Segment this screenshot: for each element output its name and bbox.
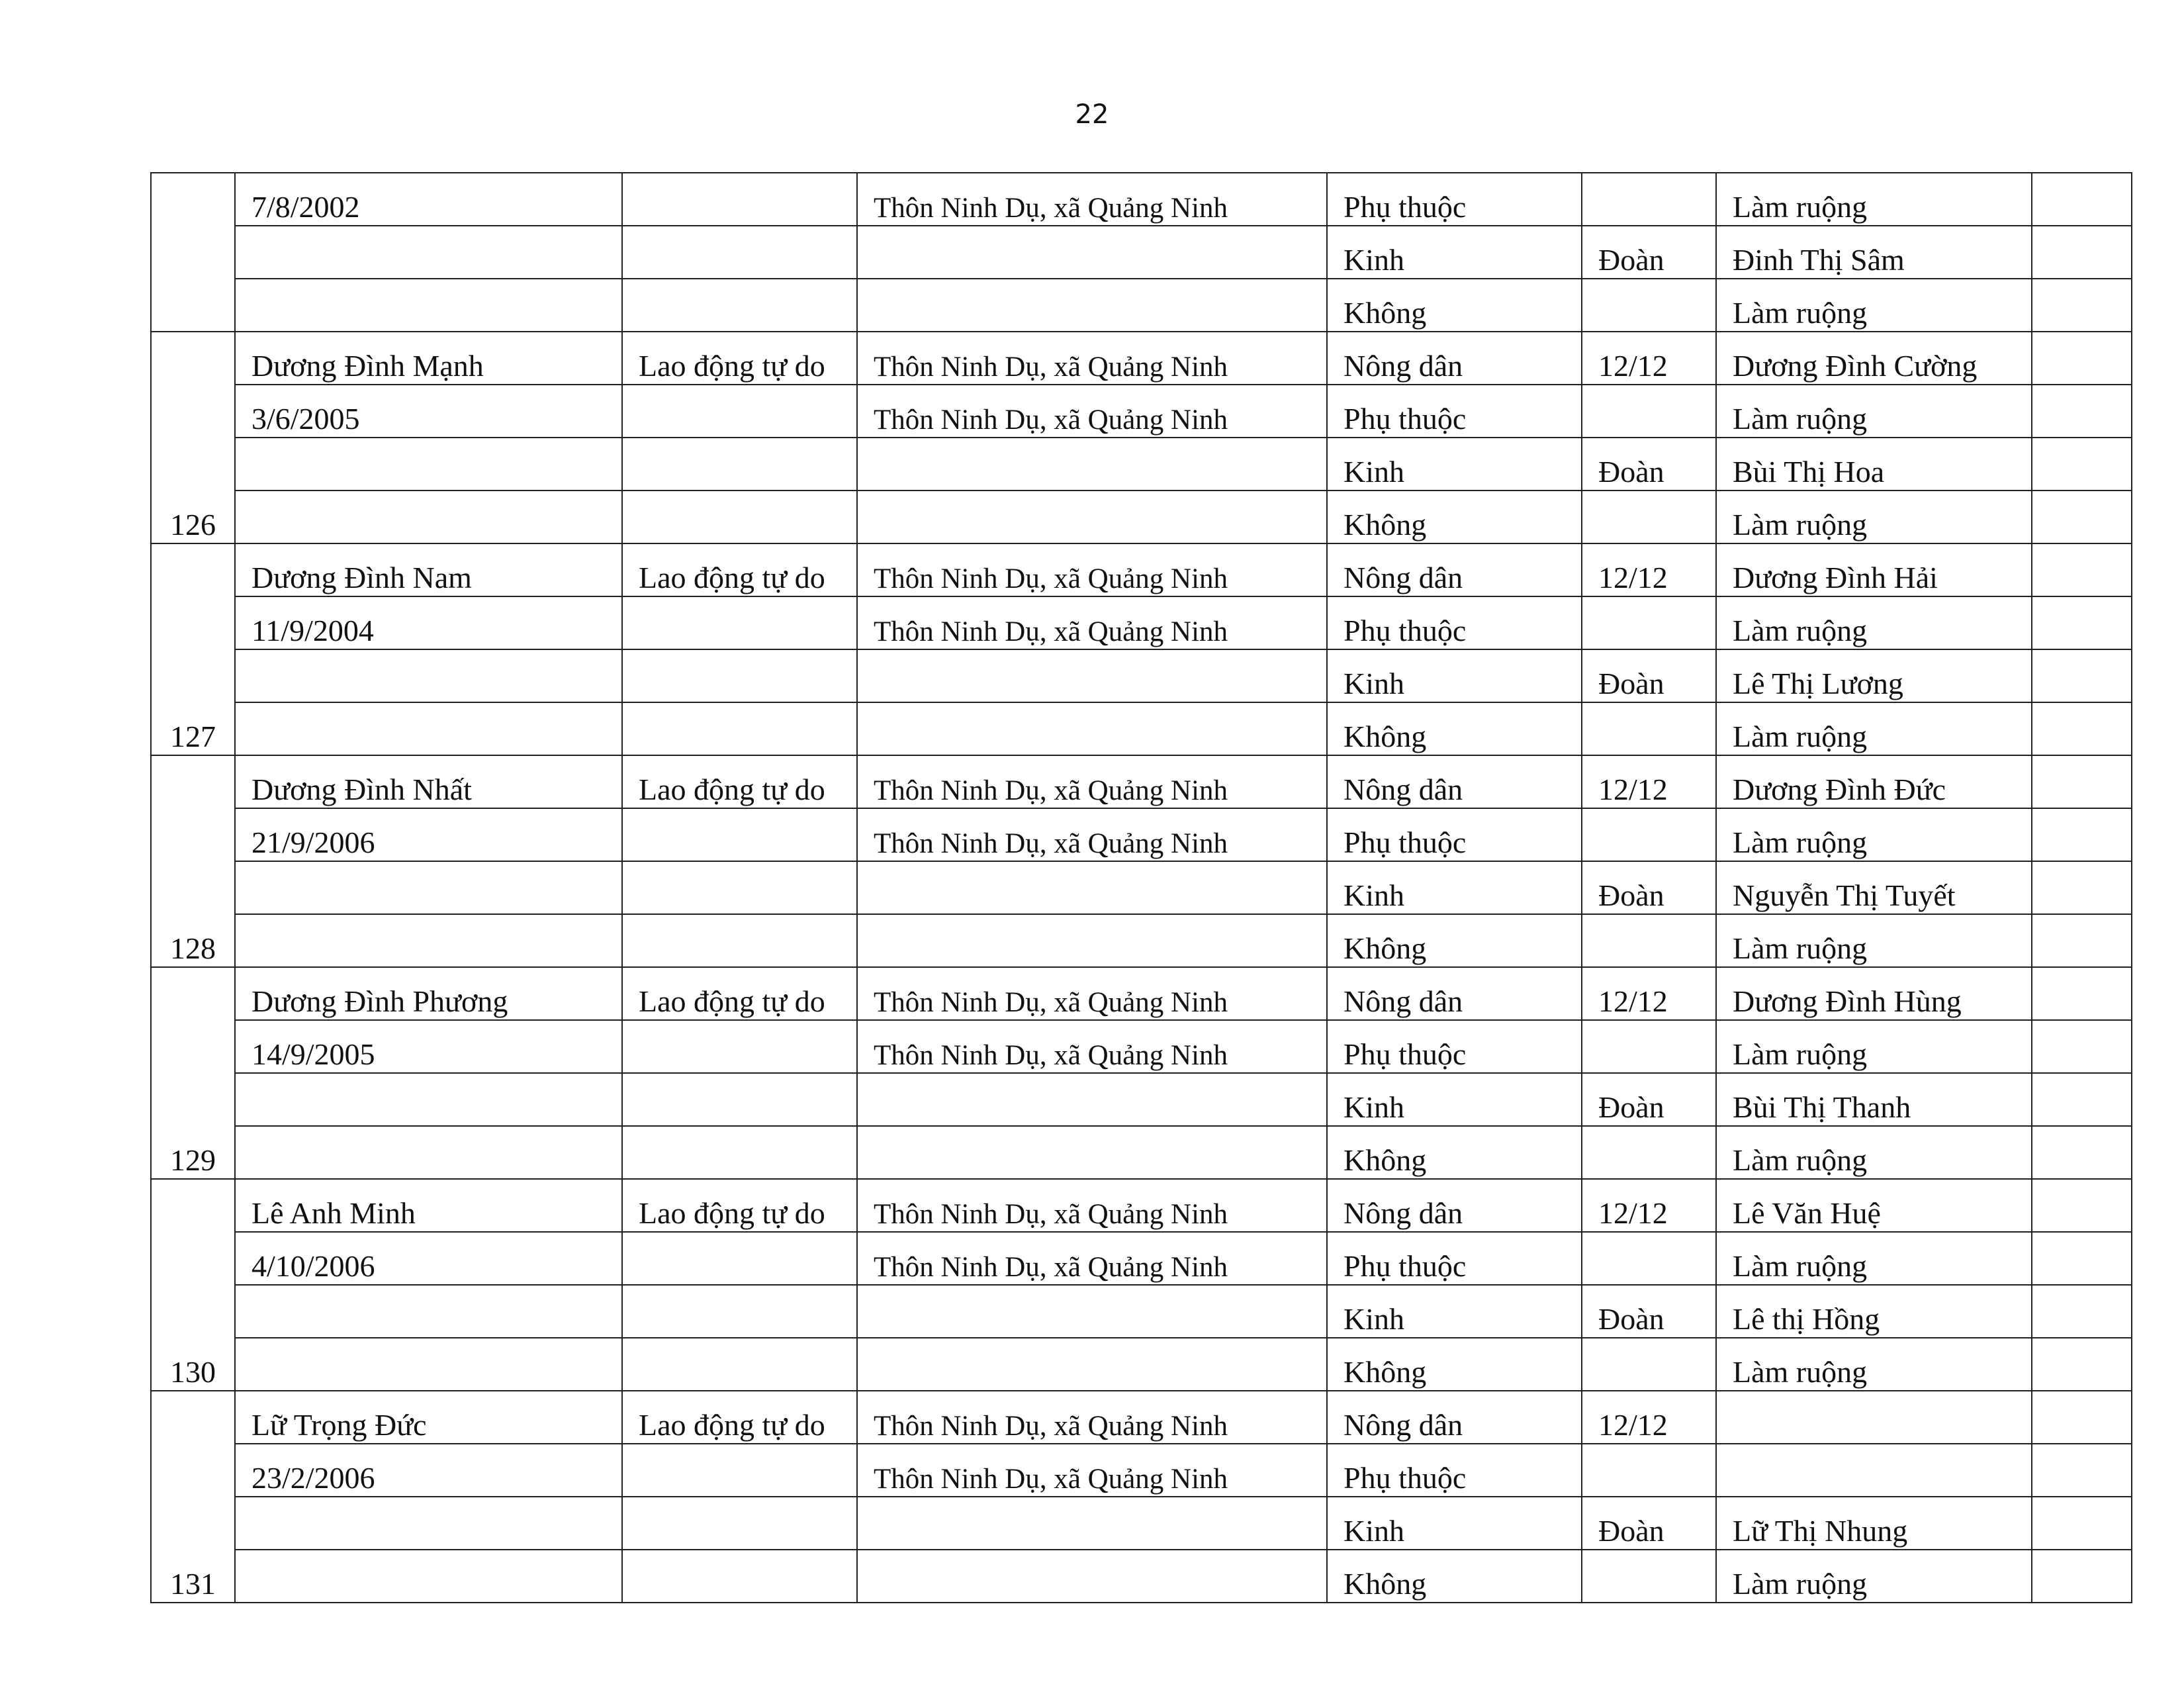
occupation-cell [622, 1073, 857, 1126]
occupation-cell [622, 438, 857, 491]
table-row [151, 914, 2132, 967]
note-cell [2032, 914, 2132, 967]
occupation-cell [622, 1550, 857, 1603]
parent-cell: Làm ruộng [1716, 385, 2032, 438]
table-row [151, 1338, 2132, 1391]
education-cell: Đoàn [1582, 861, 1716, 914]
address-cell [857, 1497, 1327, 1550]
parent-cell: Làm ruộng [1716, 1338, 2032, 1391]
table-row [151, 1232, 2132, 1285]
table-row [151, 1550, 2132, 1603]
occupation-cell: Lao động tự do [622, 967, 857, 1020]
family-status-cell: Phụ thuộc [1327, 808, 1582, 861]
education-cell [1582, 173, 1716, 226]
name-dob-cell [235, 1550, 622, 1603]
note-cell [2032, 967, 2132, 1020]
name-dob-cell [235, 702, 622, 755]
table-row [151, 279, 2132, 332]
family-status-cell: Kinh [1327, 1285, 1582, 1338]
name-dob-cell: 4/10/2006 [235, 1232, 622, 1285]
education-cell: Đoàn [1582, 649, 1716, 702]
parent-cell: Làm ruộng [1716, 702, 2032, 755]
address-cell: Thôn Ninh Dụ, xã Quảng Ninh [857, 1179, 1327, 1232]
family-status-cell: Nông dân [1327, 755, 1582, 808]
family-status-cell: Không [1327, 1550, 1582, 1603]
family-status-cell: Phụ thuộc [1327, 1444, 1582, 1497]
table-row [151, 438, 2132, 491]
education-cell: Đoàn [1582, 1073, 1716, 1126]
address-cell [857, 1073, 1327, 1126]
stt-cell: 129 [151, 967, 235, 1179]
address-cell: Thôn Ninh Dụ, xã Quảng Ninh [857, 755, 1327, 808]
occupation-cell: Lao động tự do [622, 1391, 857, 1444]
stt-cell: 126 [151, 332, 235, 543]
table-row [151, 967, 2132, 1020]
stt-cell [151, 173, 235, 332]
table-row [151, 1179, 2132, 1232]
note-cell [2032, 1179, 2132, 1232]
name-dob-cell: Dương Đình Mạnh [235, 332, 622, 385]
address-cell: Thôn Ninh Dụ, xã Quảng Ninh [857, 543, 1327, 596]
address-cell [857, 1126, 1327, 1179]
parent-cell: Bùi Thị Hoa [1716, 438, 2032, 491]
family-status-cell: Phụ thuộc [1327, 385, 1582, 438]
parent-cell: Làm ruộng [1716, 491, 2032, 543]
note-cell [2032, 861, 2132, 914]
parent-cell: Dương Đình Cường [1716, 332, 2032, 385]
name-dob-cell: 7/8/2002 [235, 173, 622, 226]
occupation-cell: Lao động tự do [622, 1179, 857, 1232]
education-cell: 12/12 [1582, 967, 1716, 1020]
education-cell: 12/12 [1582, 332, 1716, 385]
table-row [151, 543, 2132, 596]
table-row [151, 1285, 2132, 1338]
family-status-cell: Không [1327, 1338, 1582, 1391]
occupation-cell [622, 808, 857, 861]
education-cell: Đoàn [1582, 438, 1716, 491]
table-row [151, 702, 2132, 755]
parent-cell: Bùi Thị Thanh [1716, 1073, 2032, 1126]
occupation-cell [622, 1444, 857, 1497]
occupation-cell [622, 596, 857, 649]
stt-cell: 127 [151, 543, 235, 755]
parent-cell: Lê thị Hồng [1716, 1285, 2032, 1338]
occupation-cell: Lao động tự do [622, 332, 857, 385]
note-cell [2032, 1020, 2132, 1073]
address-cell: Thôn Ninh Dụ, xã Quảng Ninh [857, 173, 1327, 226]
address-cell [857, 649, 1327, 702]
address-cell: Thôn Ninh Dụ, xã Quảng Ninh [857, 1232, 1327, 1285]
name-dob-cell [235, 1126, 622, 1179]
name-dob-cell [235, 1285, 622, 1338]
stt-cell: 131 [151, 1391, 235, 1603]
note-cell [2032, 1073, 2132, 1126]
parent-cell: Làm ruộng [1716, 1232, 2032, 1285]
occupation-cell [622, 226, 857, 279]
note-cell [2032, 1391, 2132, 1444]
note-cell [2032, 1497, 2132, 1550]
note-cell [2032, 1285, 2132, 1338]
address-cell [857, 1285, 1327, 1338]
note-cell [2032, 173, 2132, 226]
note-cell [2032, 1444, 2132, 1497]
education-cell [1582, 491, 1716, 543]
table-row [151, 1497, 2132, 1550]
note-cell [2032, 649, 2132, 702]
name-dob-cell: Lữ Trọng Đức [235, 1391, 622, 1444]
note-cell [2032, 491, 2132, 543]
family-status-cell: Nông dân [1327, 543, 1582, 596]
family-status-cell: Kinh [1327, 226, 1582, 279]
name-dob-cell [235, 914, 622, 967]
family-status-cell: Nông dân [1327, 1391, 1582, 1444]
address-cell: Thôn Ninh Dụ, xã Quảng Ninh [857, 1391, 1327, 1444]
note-cell [2032, 755, 2132, 808]
note-cell [2032, 1338, 2132, 1391]
name-dob-cell [235, 438, 622, 491]
stt-cell: 130 [151, 1179, 235, 1391]
education-cell: 12/12 [1582, 1179, 1716, 1232]
name-dob-cell [235, 861, 622, 914]
occupation-cell: Lao động tự do [622, 543, 857, 596]
education-cell: 12/12 [1582, 1391, 1716, 1444]
family-status-cell: Kinh [1327, 649, 1582, 702]
address-cell [857, 279, 1327, 332]
address-cell: Thôn Ninh Dụ, xã Quảng Ninh [857, 1020, 1327, 1073]
address-cell [857, 1550, 1327, 1603]
family-status-cell: Không [1327, 1126, 1582, 1179]
occupation-cell [622, 279, 857, 332]
table-row [151, 385, 2132, 438]
occupation-cell [622, 385, 857, 438]
table-row [151, 1073, 2132, 1126]
education-cell [1582, 702, 1716, 755]
education-cell [1582, 385, 1716, 438]
name-dob-cell: Lê Anh Minh [235, 1179, 622, 1232]
name-dob-cell: Dương Đình Nam [235, 543, 622, 596]
address-cell: Thôn Ninh Dụ, xã Quảng Ninh [857, 1444, 1327, 1497]
education-cell [1582, 1338, 1716, 1391]
table-row [151, 1391, 2132, 1444]
occupation-cell [622, 702, 857, 755]
table-row [151, 808, 2132, 861]
parent-cell: Làm ruộng [1716, 808, 2032, 861]
table-row [151, 491, 2132, 543]
parent-cell: Dương Đình Hải [1716, 543, 2032, 596]
family-status-cell: Không [1327, 279, 1582, 332]
family-status-cell: Không [1327, 702, 1582, 755]
parent-cell: Làm ruộng [1716, 173, 2032, 226]
parent-cell: Làm ruộng [1716, 279, 2032, 332]
occupation-cell [622, 1232, 857, 1285]
family-status-cell: Nông dân [1327, 1179, 1582, 1232]
education-cell: 12/12 [1582, 755, 1716, 808]
name-dob-cell [235, 649, 622, 702]
parent-cell: Đinh Thị Sâm [1716, 226, 2032, 279]
occupation-cell [622, 861, 857, 914]
family-status-cell: Phụ thuộc [1327, 596, 1582, 649]
parent-cell: Làm ruộng [1716, 596, 2032, 649]
table-row [151, 1020, 2132, 1073]
name-dob-cell: Dương Đình Phương [235, 967, 622, 1020]
education-cell [1582, 1020, 1716, 1073]
table-row [151, 596, 2132, 649]
name-dob-cell: 11/9/2004 [235, 596, 622, 649]
address-cell [857, 438, 1327, 491]
occupation-cell [622, 1497, 857, 1550]
note-cell [2032, 1550, 2132, 1603]
note-cell [2032, 332, 2132, 385]
parent-cell: Làm ruộng [1716, 1550, 2032, 1603]
address-cell [857, 226, 1327, 279]
note-cell [2032, 385, 2132, 438]
parent-cell: Lê Thị Lương [1716, 649, 2032, 702]
parent-cell: Dương Đình Đức [1716, 755, 2032, 808]
name-dob-cell [235, 1338, 622, 1391]
occupation-cell [622, 914, 857, 967]
education-cell: 12/12 [1582, 543, 1716, 596]
family-status-cell: Phụ thuộc [1327, 1020, 1582, 1073]
parent-cell [1716, 1444, 2032, 1497]
education-cell: Đoàn [1582, 1497, 1716, 1550]
occupation-cell [622, 1338, 857, 1391]
family-status-cell: Không [1327, 491, 1582, 543]
address-cell [857, 861, 1327, 914]
student-register-table [150, 172, 2132, 1603]
address-cell [857, 914, 1327, 967]
family-status-cell: Nông dân [1327, 967, 1582, 1020]
note-cell [2032, 1126, 2132, 1179]
education-cell [1582, 279, 1716, 332]
note-cell [2032, 702, 2132, 755]
name-dob-cell: Dương Đình Nhất [235, 755, 622, 808]
name-dob-cell: 21/9/2006 [235, 808, 622, 861]
family-status-cell: Kinh [1327, 1073, 1582, 1126]
address-cell: Thôn Ninh Dụ, xã Quảng Ninh [857, 967, 1327, 1020]
name-dob-cell: 3/6/2005 [235, 385, 622, 438]
address-cell: Thôn Ninh Dụ, xã Quảng Ninh [857, 385, 1327, 438]
name-dob-cell [235, 226, 622, 279]
name-dob-cell [235, 1497, 622, 1550]
stt-cell: 128 [151, 755, 235, 967]
name-dob-cell [235, 491, 622, 543]
occupation-cell [622, 649, 857, 702]
occupation-cell [622, 1285, 857, 1338]
education-cell: Đoàn [1582, 1285, 1716, 1338]
table-row [151, 332, 2132, 385]
education-cell [1582, 1232, 1716, 1285]
education-cell [1582, 1444, 1716, 1497]
address-cell: Thôn Ninh Dụ, xã Quảng Ninh [857, 596, 1327, 649]
parent-cell: Làm ruộng [1716, 1020, 2032, 1073]
note-cell [2032, 438, 2132, 491]
occupation-cell [622, 173, 857, 226]
note-cell [2032, 1232, 2132, 1285]
occupation-cell [622, 491, 857, 543]
name-dob-cell [235, 279, 622, 332]
note-cell [2032, 596, 2132, 649]
family-status-cell: Kinh [1327, 861, 1582, 914]
family-status-cell: Phụ thuộc [1327, 173, 1582, 226]
name-dob-cell: 14/9/2005 [235, 1020, 622, 1073]
note-cell [2032, 279, 2132, 332]
parent-cell: Nguyễn Thị Tuyết [1716, 861, 2032, 914]
address-cell [857, 1338, 1327, 1391]
parent-cell: Làm ruộng [1716, 1126, 2032, 1179]
register-body [151, 173, 2132, 1603]
education-cell [1582, 914, 1716, 967]
parent-cell: Làm ruộng [1716, 914, 2032, 967]
education-cell [1582, 808, 1716, 861]
address-cell: Thôn Ninh Dụ, xã Quảng Ninh [857, 808, 1327, 861]
occupation-cell: Lao động tự do [622, 755, 857, 808]
table-row [151, 226, 2132, 279]
education-cell [1582, 1126, 1716, 1179]
note-cell [2032, 226, 2132, 279]
family-status-cell: Kinh [1327, 438, 1582, 491]
name-dob-cell [235, 1073, 622, 1126]
table-row [151, 861, 2132, 914]
family-status-cell: Nông dân [1327, 332, 1582, 385]
parent-cell [1716, 1391, 2032, 1444]
family-status-cell: Kinh [1327, 1497, 1582, 1550]
family-status-cell: Không [1327, 914, 1582, 967]
family-status-cell: Phụ thuộc [1327, 1232, 1582, 1285]
table-row [151, 173, 2132, 226]
education-cell [1582, 1550, 1716, 1603]
address-cell [857, 702, 1327, 755]
education-cell: Đoàn [1582, 226, 1716, 279]
address-cell: Thôn Ninh Dụ, xã Quảng Ninh [857, 332, 1327, 385]
parent-cell: Dương Đình Hùng [1716, 967, 2032, 1020]
note-cell [2032, 808, 2132, 861]
table-row [151, 755, 2132, 808]
table-row [151, 1126, 2132, 1179]
page-number: 22 [1075, 99, 1109, 130]
occupation-cell [622, 1126, 857, 1179]
name-dob-cell: 23/2/2006 [235, 1444, 622, 1497]
address-cell [857, 491, 1327, 543]
table-row [151, 649, 2132, 702]
occupation-cell [622, 1020, 857, 1073]
education-cell [1582, 596, 1716, 649]
parent-cell: Lữ Thị Nhung [1716, 1497, 2032, 1550]
parent-cell: Lê Văn Huệ [1716, 1179, 2032, 1232]
note-cell [2032, 543, 2132, 596]
table-row [151, 1444, 2132, 1497]
